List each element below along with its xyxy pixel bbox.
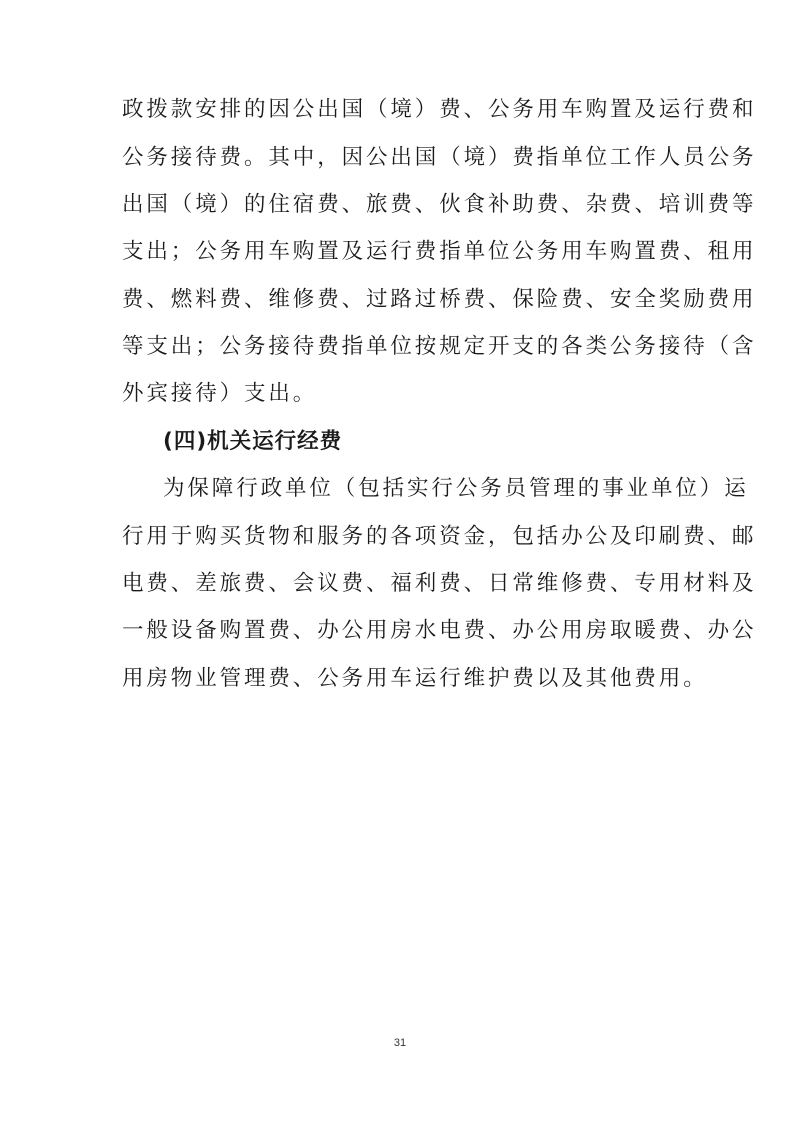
paragraph-1-line-4: 支出；公务用车购置及运行费指单位公务用车购置费、租用 <box>122 239 757 264</box>
paragraph-1-line-1: 政拨款安排的因公出国（境）费、公务用车购置及运行费和 <box>122 97 757 122</box>
paragraph-2-line-2: 行用于购买货物和服务的各项资金，包括办公及印刷费、邮 <box>122 524 757 549</box>
paragraph-1-line-3: 出国（境）的住宿费、旅费、伙食补助费、杂费、培训费等 <box>122 192 757 217</box>
section-heading: (四)机关运行经费 <box>163 429 343 454</box>
paragraph-1-line-2: 公务接待费。其中，因公出国（境）费指单位工作人员公务 <box>122 145 757 170</box>
paragraph-1-line-7: 外宾接待）支出。 <box>122 381 318 406</box>
page-number: 31 <box>393 1037 407 1049</box>
paragraph-2-line-4: 一般设备购置费、办公用房水电费、办公用房取暖费、办公 <box>122 618 757 643</box>
paragraph-2-line-1: 为保障行政单位（包括实行公务员管理的事业单位）运 <box>163 476 749 501</box>
paragraph-1-line-5: 费、燃料费、维修费、过路过桥费、保险费、安全奖励费用 <box>122 287 757 312</box>
paragraph-2-line-5: 用房物业管理费、公务用车运行维护费以及其他费用。 <box>122 666 708 691</box>
paragraph-2-line-3: 电费、差旅费、会议费、福利费、日常维修费、专用材料及 <box>122 571 757 596</box>
paragraph-1-line-6: 等支出；公务接待费指单位按规定开支的各类公务接待（含 <box>122 334 757 359</box>
